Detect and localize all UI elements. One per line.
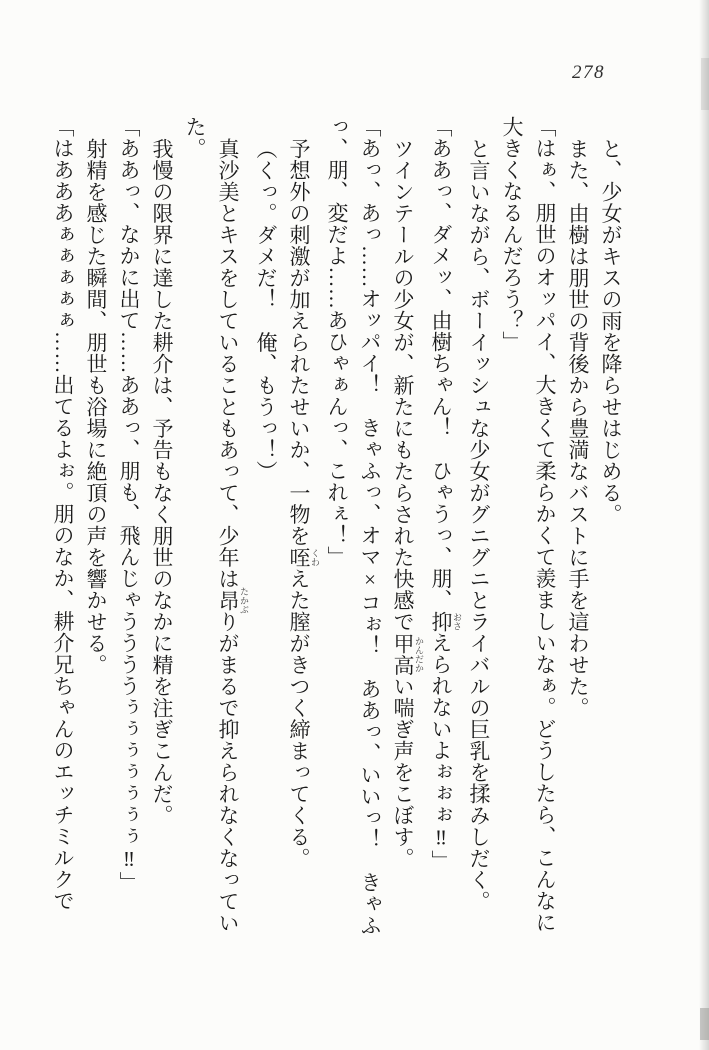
text-line: 我慢の限界に達した耕介は、予告もなく朋世のなかに精を注ぎこんだ。 bbox=[150, 138, 174, 826]
page-edge-mark bbox=[700, 1008, 709, 1040]
text-line: 「ああっ、ダメッ、由樹ちゃん！ ひゃうっ、朋、抑 おさえられないよぉぉぉ‼」 bbox=[429, 116, 462, 872]
furigana-annotation: 咥 くわ bbox=[287, 546, 320, 568]
text-lines bbox=[46, 116, 627, 984]
furigana-annotation: 甲高 かんだか bbox=[391, 632, 424, 676]
text-line: 「あっ、あっ……オッパイ！ きゃふっ、オマ×コぉ！ ああっ、いいっ！ きゃふ bbox=[358, 116, 382, 936]
text-line: 予想外の刺激が加えられたせいか、一物を咥 くわえた膣がきつく締まってくる。 bbox=[287, 138, 320, 869]
text-block bbox=[46, 116, 627, 984]
page-number: 278 bbox=[572, 62, 605, 83]
text-line: ツインテールの少女が、新たにもたらされた快感で甲高 かんだかい喘ぎ声をこぼす。 bbox=[391, 138, 424, 869]
text-line: た。 bbox=[183, 116, 207, 159]
text-line: また、由樹は朋世の背後から豊満なバストに手を這わせた。 bbox=[566, 138, 590, 719]
furigana-annotation: 抑 おさ bbox=[429, 610, 462, 632]
text-line: 射精を感じた瞬間、朋世も浴場に絶頂の声を響かせる。 bbox=[84, 138, 108, 676]
text-line: 「はあああぁぁぁぁぁ……出てるよぉ。朋のなか、耕介兄ちゃんのエッチミルクで bbox=[51, 116, 75, 912]
text-line: 大きくなるんだろう？」 bbox=[500, 116, 524, 353]
furigana-annotation: 昂 たかぶ bbox=[216, 586, 249, 614]
text-line: 「はぁ、朋世のオッパイ、大きくて柔らかくて羨ましいなぁ。どうしたら、こんなに bbox=[533, 116, 557, 933]
text-line: （くっ。ダメだ！ 俺、もうっ！） bbox=[254, 138, 278, 482]
text-line: と、少女がキスの雨を降らせはじめる。 bbox=[599, 138, 623, 525]
text-line: 真沙美とキスをしていることもあって、少年は昂 たかぶりがまるで抑えられなくなってい bbox=[216, 138, 249, 934]
text-line: と言いながら、ボーイッシュな少女がグニグニとライバルの巨乳を揉みしだく。 bbox=[467, 138, 491, 912]
text-line: っ、朋、変だよ……あひゃぁんっ、これぇ！」 bbox=[325, 116, 349, 568]
text-line: 「ああっ、なかに出て……ああっ、朋も、飛んじゃううううぅぅぅぅぅぅぅ‼」 bbox=[117, 116, 141, 893]
page-edge-shadow bbox=[699, 0, 709, 1050]
